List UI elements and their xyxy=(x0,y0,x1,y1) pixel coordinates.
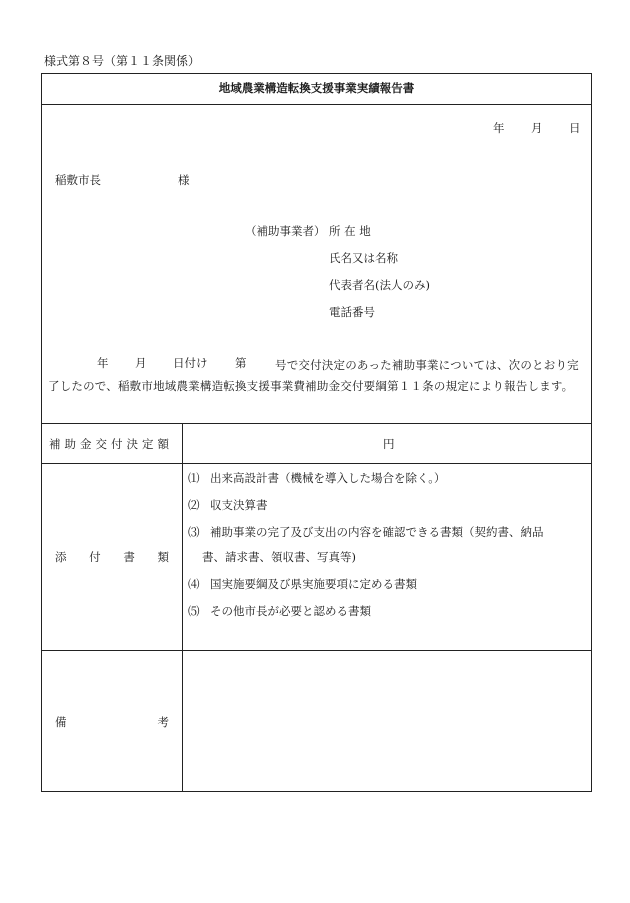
attachment-item-1-num: ⑴ xyxy=(188,471,200,485)
phone-label: 電話番号 xyxy=(329,305,375,319)
body-dated: 日付け xyxy=(173,356,208,370)
attachments-label-char-3: 書 xyxy=(123,550,135,564)
grant-label-char-8: 額 xyxy=(157,437,169,451)
attachment-item-2-num: ⑵ xyxy=(188,498,200,512)
title-divider xyxy=(41,104,592,105)
grant-label-char-2: 助 xyxy=(64,437,76,451)
grant-label xyxy=(49,436,169,452)
attachment-item-3 xyxy=(188,524,544,540)
attachment-item-3-text: 補助事業の完了及び支出の内容を確認できる書類（契約書、納品 xyxy=(210,525,544,539)
remarks-label-char-2: 考 xyxy=(157,715,169,729)
representative-label: 代表者名(法人のみ) xyxy=(329,278,430,292)
attachment-item-4-text: 国実施要綱及び県実施要項に定める書類 xyxy=(210,577,417,591)
attachments-label-char-1: 添 xyxy=(55,550,67,564)
grant-unit: 円 xyxy=(383,437,395,451)
remarks-label xyxy=(55,714,169,730)
header-divider xyxy=(41,423,592,424)
attachment-item-3-num: ⑶ xyxy=(188,525,200,539)
body-number-prefix: 第 xyxy=(235,356,247,370)
attachments-label xyxy=(55,549,169,565)
attachment-item-2-text: 収支決算書 xyxy=(210,498,268,512)
body-month: 月 xyxy=(135,356,147,370)
grant-label-char-6: 決 xyxy=(126,437,138,451)
attachment-item-1 xyxy=(188,470,446,486)
grant-label-char-4: 交 xyxy=(95,437,107,451)
body-year: 年 xyxy=(97,356,109,370)
grant-row-divider xyxy=(41,463,592,464)
remarks-label-char-1: 備 xyxy=(55,715,67,729)
attachment-item-3-continued: 書、請求書、領収書、写真等) xyxy=(202,550,356,564)
document-title: 地域農業構造転換支援事業実績報告書 xyxy=(218,81,415,95)
attachment-item-2 xyxy=(188,497,268,513)
grant-label-char-1: 補 xyxy=(49,437,61,451)
attachment-item-5-num: ⑸ xyxy=(188,604,200,618)
attachments-label-char-4: 類 xyxy=(157,550,169,564)
attachment-item-5 xyxy=(188,603,371,619)
date-day: 日 xyxy=(569,121,581,135)
addressee-honorific: 様 xyxy=(178,173,190,187)
grant-label-char-3: 金 xyxy=(80,437,92,451)
form-frame xyxy=(41,73,592,792)
applicant-label: （補助事業者） xyxy=(245,224,326,238)
address-label: 所 在 地 xyxy=(329,224,371,238)
column-divider xyxy=(182,423,183,792)
attachment-item-5-text: その他市長が必要と認める書類 xyxy=(210,604,371,618)
grant-label-char-7: 定 xyxy=(142,437,154,451)
addressee-name: 稲敷市長 xyxy=(55,173,101,187)
name-label: 氏名又は名称 xyxy=(329,251,398,265)
date-month: 月 xyxy=(531,121,543,135)
attachment-item-4 xyxy=(188,576,417,592)
attachment-item-4-num: ⑷ xyxy=(188,577,200,591)
body-text xyxy=(48,355,588,397)
attachments-row-divider xyxy=(41,650,592,651)
attachments-label-char-2: 付 xyxy=(89,550,101,564)
body-text-content: 号で交付決定のあった補助事業については、次のとおり完了したので、稲敷市地域農業構造転換支援事業費補助金交付要綱第１１条の規定により報告します。 xyxy=(48,358,579,393)
attachment-item-1-text: 出来高設計書（機械を導入した場合を除く。） xyxy=(210,471,446,485)
form-number: 様式第８号（第１１条関係） xyxy=(44,54,201,68)
date-year: 年 xyxy=(493,121,505,135)
grant-label-char-5: 付 xyxy=(111,437,123,451)
